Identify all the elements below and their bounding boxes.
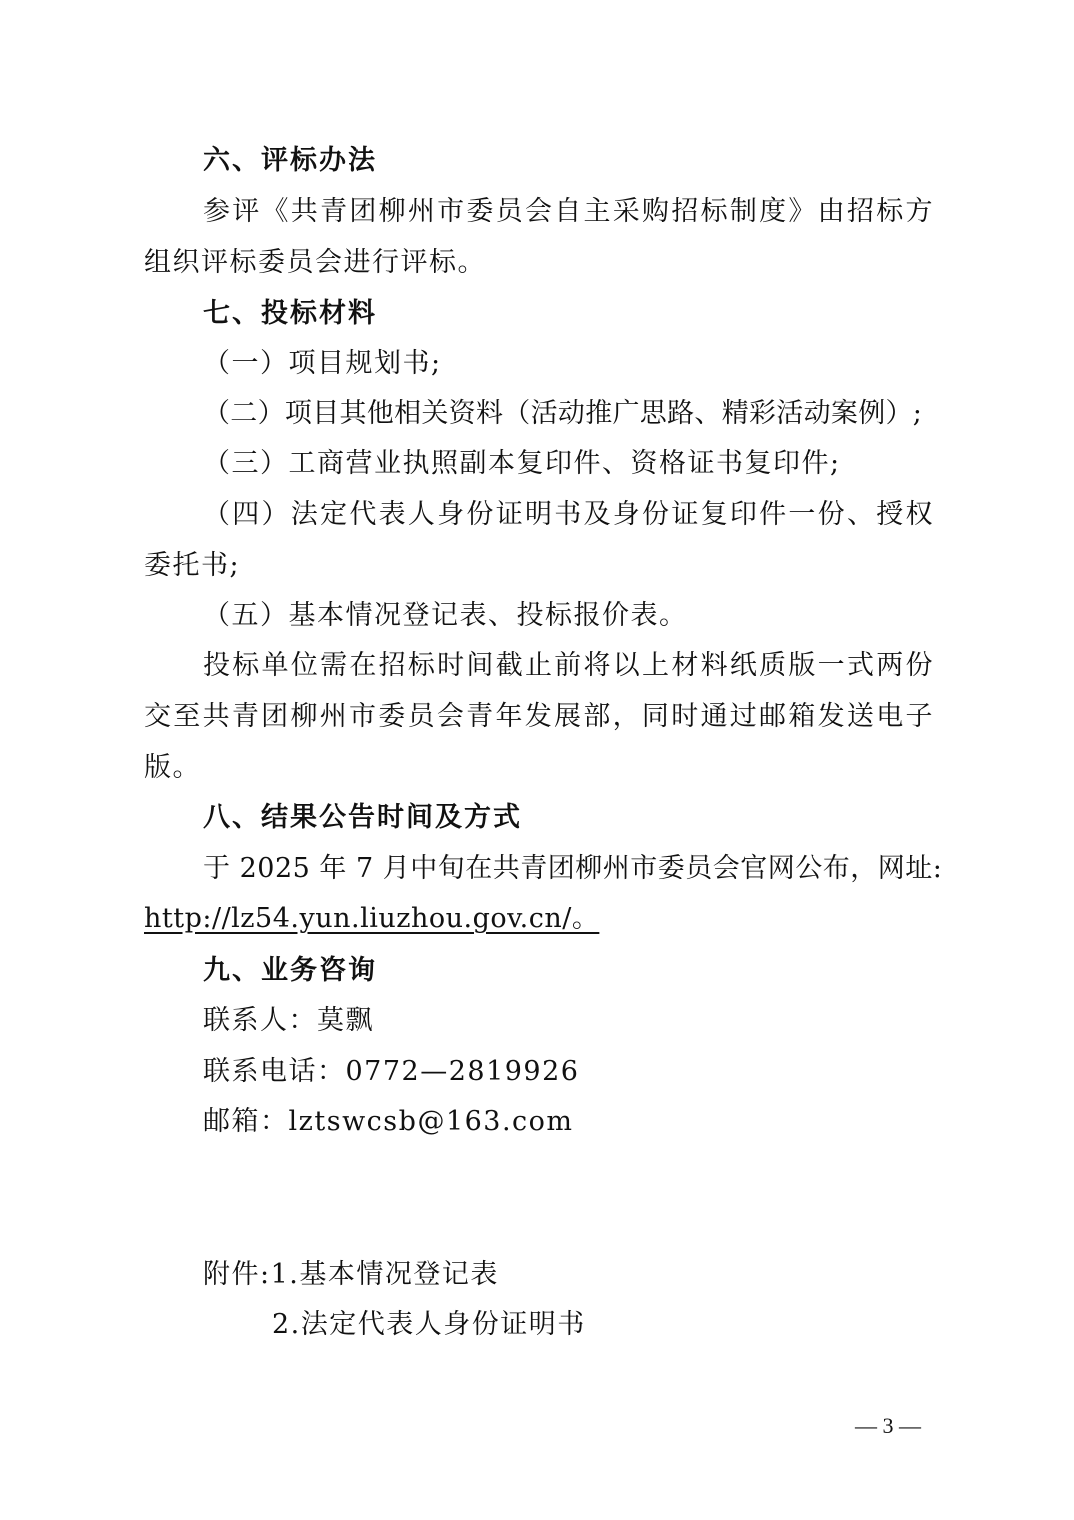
materials-item-2: （二）项目其他相关资料（活动推广思路、精彩活动案例）;	[203, 398, 923, 429]
attachment-1: 附件:1.基本情况登记表	[203, 1259, 499, 1290]
contact-email: 邮箱：lztswcsb@163.com	[203, 1106, 574, 1137]
section-heading-inquiry: 九、业务咨询	[203, 955, 377, 986]
announcement-text: 于 2025 年 7 月中旬在共青团柳州市委员会官网公布，网址:	[203, 853, 943, 884]
evaluation-text-line-1: 参评《共青团柳州市委员会自主采购招标制度》由招标方	[203, 196, 934, 227]
materials-item-4-line-1: （四）法定代表人身份证明书及身份证复印件一份、授权	[203, 499, 934, 530]
section-heading-announcement: 八、结果公告时间及方式	[203, 802, 522, 833]
materials-note-line-2: 交至共青团柳州市委员会青年发展部，同时通过邮箱发送电子	[144, 701, 934, 732]
materials-note-line-3: 版。	[144, 752, 201, 783]
evaluation-text-line-2: 组织评标委员会进行评标。	[144, 247, 486, 278]
section-heading-evaluation: 六、评标办法	[203, 145, 377, 176]
contact-person: 联系人：莫飘	[203, 1005, 374, 1036]
materials-item-5: （五）基本情况登记表、投标报价表。	[203, 600, 688, 631]
website-link[interactable]: http://lz54.yun.liuzhou.gov.cn/。	[144, 903, 600, 934]
attachment-2: 2.法定代表人身份证明书	[272, 1309, 586, 1340]
page-number: — 3 —	[855, 1413, 921, 1438]
contact-phone: 联系电话：0772—2819926	[203, 1056, 580, 1087]
materials-item-4-line-2: 委托书;	[144, 550, 241, 581]
materials-item-1: （一）项目规划书;	[203, 348, 442, 379]
materials-item-3: （三）工商营业执照副本复印件、资格证书复印件;	[203, 448, 841, 479]
section-heading-materials: 七、投标材料	[203, 298, 377, 329]
materials-note-line-1: 投标单位需在招标时间截止前将以上材料纸质版一式两份	[203, 650, 934, 681]
